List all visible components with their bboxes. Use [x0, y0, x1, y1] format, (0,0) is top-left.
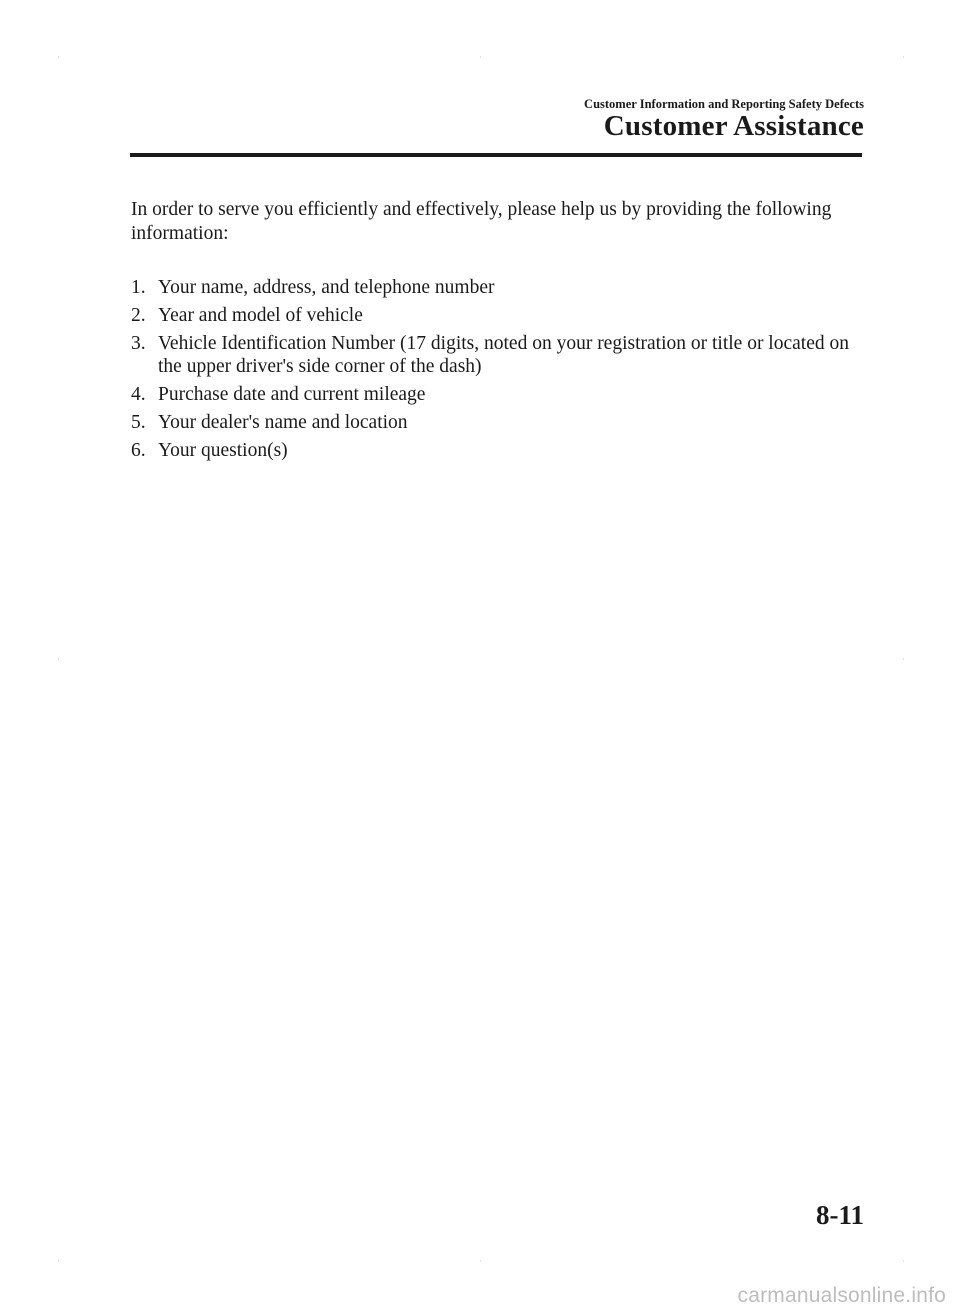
list-item: [131, 332, 871, 378]
list-item-text: Year and model of vehicle: [158, 305, 363, 326]
list-item-number: 6.: [131, 440, 146, 461]
crop-mark: ·: [57, 655, 60, 665]
list-item-text: Vehicle Identification Number (17 digits, noted on your registration or title or located on the upper driver's side corner of the dash): [158, 333, 849, 377]
crop-mark: ·: [479, 1257, 482, 1267]
list-item-number: 5.: [131, 412, 146, 433]
list-item: [131, 411, 871, 434]
list-item: [131, 383, 871, 406]
page-title: Customer Assistance: [603, 110, 864, 142]
page-number: 8-11: [815, 1200, 864, 1230]
list-item: [131, 439, 871, 462]
title-divider: [130, 153, 862, 157]
list-item-number: 3.: [131, 333, 146, 354]
list-item-number: 4.: [131, 384, 146, 405]
crop-mark: ·: [902, 53, 905, 63]
crop-mark: ·: [479, 53, 482, 63]
list-item-text: Your question(s): [158, 440, 288, 461]
list-item-number: 2.: [131, 305, 146, 326]
section-header: Customer Information and Reporting Safety Defects: [584, 97, 864, 111]
list-item-text: Your dealer's name and location: [158, 412, 408, 433]
list-item-text: Purchase date and current mileage: [158, 384, 426, 405]
list-item-number: 1.: [131, 277, 146, 298]
crop-mark: ·: [902, 655, 905, 665]
crop-mark: ·: [902, 1257, 905, 1267]
info-list: [131, 276, 871, 467]
list-item-text: Your name, address, and telephone number: [158, 277, 495, 298]
intro-paragraph: In order to serve you efficiently and effectively, please help us by providing the following information:: [131, 199, 832, 244]
crop-mark: ·: [57, 53, 60, 63]
watermark: carmanualsonline.info: [737, 1284, 946, 1307]
crop-mark: ·: [57, 1257, 60, 1267]
list-item: [131, 304, 871, 327]
list-item: [131, 276, 871, 299]
